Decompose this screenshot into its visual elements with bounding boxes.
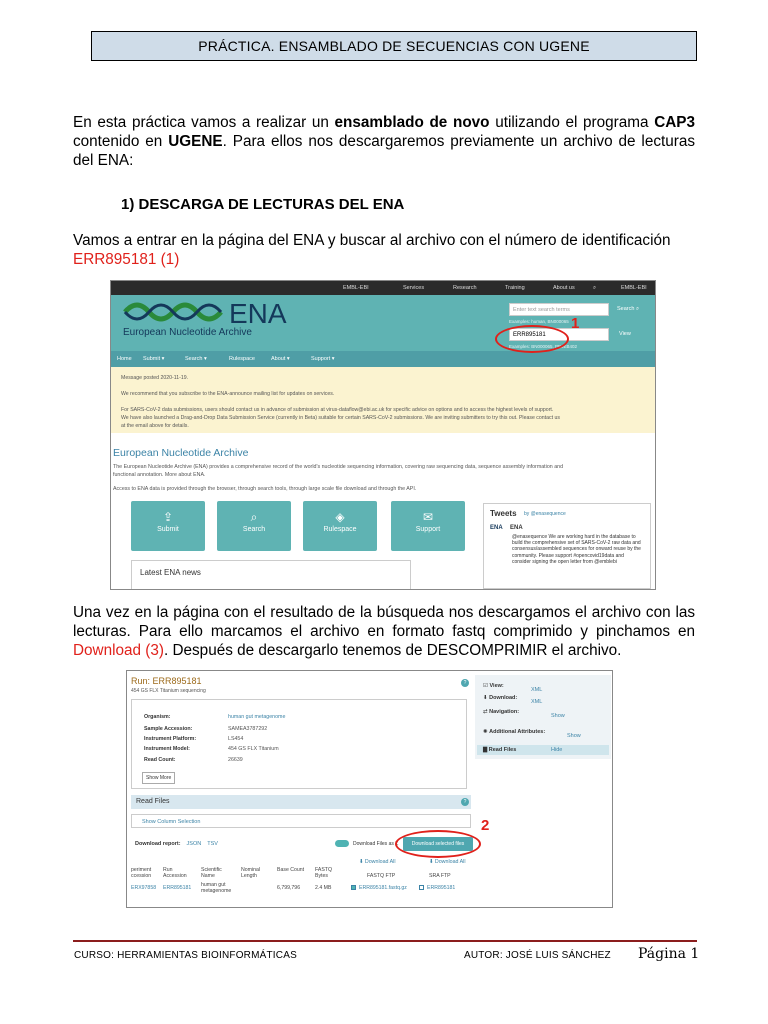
tweets-by-link[interactable]: by @enasequence <box>524 511 566 517</box>
paragraph-ena-search: Vamos a entrar en la página del ENA y buscar al archivo con el número de identificación ERR895181 (1) <box>73 232 671 268</box>
toggle-label: Download Files as Z <box>353 841 399 847</box>
folder-icon: ▇ <box>483 747 489 753</box>
column-header: Scientific Name <box>201 867 222 879</box>
notice-line: Message posted 2020-11-19. <box>121 375 189 381</box>
topbar-item[interactable]: Training <box>505 285 525 291</box>
topbar-item[interactable]: EMBL-EBI <box>343 285 369 291</box>
ena-dna-logo-icon <box>123 300 227 324</box>
support-tile[interactable]: ✉ Support <box>391 501 465 551</box>
mail-icon: ✉ <box>422 510 434 524</box>
nav-item[interactable]: Search ▾ <box>185 356 207 362</box>
upload-icon: ⇪ <box>162 510 174 524</box>
ena-section-heading: European Nucleotide Archive <box>113 447 249 459</box>
run-sidebar <box>475 675 611 759</box>
tweet-author: ENA <box>510 525 523 531</box>
tweets-title: Tweets <box>490 509 517 518</box>
notice-line: For SARS-CoV-2 data submissions, users should contact us in advance of submission at virus-dataflow@ebi.ac.uk for specific advice on options and to access the highest levels of support. <box>121 407 554 413</box>
search-examples: Examples: human, BN000065 <box>509 319 569 324</box>
base-count: 6,799,796 <box>277 885 301 891</box>
section-heading: 1) DESCARGA DE LECTURAS DEL ENA <box>121 196 405 213</box>
field-value: 454 GS FLX Titanium <box>228 746 279 752</box>
annotation-ellipse <box>495 325 569 353</box>
field-value: SAMEA3787292 <box>228 726 268 732</box>
paragraph-download: Una vez en la página con el resultado de la búsqueda nos descargamos el archivo con las lecturas. Para ello marcamos el archivo en formato fastq comprimido y pinchamos en Download (3). Después de descargarlo tenemos de DESCOMPRIMIR el archivo. <box>73 604 695 659</box>
topbar-item[interactable]: Services <box>403 285 425 291</box>
annotation-ellipse <box>395 830 481 858</box>
ena-nav <box>111 351 655 367</box>
field-label: Instrument Model: <box>144 746 190 752</box>
navigation-icon: ⇄ <box>483 709 490 715</box>
eye-icon: ☑ <box>483 683 490 689</box>
column-header: SRA FTP <box>429 873 451 879</box>
field-label: Sample Accession: <box>144 726 193 732</box>
tweets-widget <box>483 503 651 589</box>
footer-author: AUTOR: JOSÉ LUIS SÁNCHEZ <box>464 950 611 961</box>
nav-item[interactable]: Rulespace <box>229 356 255 362</box>
submit-tile[interactable]: ⇪ Submit <box>131 501 205 551</box>
run-subtitle: 454 GS FLX Titanium sequencing <box>131 688 206 694</box>
sra-ftp-cell[interactable]: ERR895181 <box>419 885 455 891</box>
help-icon[interactable]: ? <box>461 679 469 687</box>
column-header: FASTQ Bytes <box>315 867 333 879</box>
run-page-screenshot <box>126 670 613 908</box>
nav-item[interactable]: Support ▾ <box>311 356 335 362</box>
field-label: Organism: <box>144 714 171 720</box>
checkbox-icon[interactable] <box>419 885 424 890</box>
download-zip-toggle[interactable] <box>335 840 349 847</box>
view-button[interactable]: View <box>619 331 631 337</box>
notice-line: at the email above for details. <box>121 423 189 429</box>
ena-logo-subtitle: European Nucleotide Archive <box>123 327 252 338</box>
footer-course: CURSO: HERRAMIENTAS BIOINFORMÁTICAS <box>74 950 297 961</box>
topbar-item[interactable]: About us <box>553 285 575 291</box>
sidebar-link[interactable]: XML <box>531 699 543 705</box>
column-header: Run Accession <box>163 867 187 879</box>
notice-line: We have also launched a Drag-and-Drop Data Submission Service (currently in Beta) suitable for certain SARS-CoV-2 submissions. We are inviting submitters to try this out. Please contact us <box>121 415 560 421</box>
read-files-header: Read Files <box>131 795 471 809</box>
search-tile[interactable]: ⌕ Search <box>217 501 291 551</box>
sidebar-item: ✺ Additional Attributes: <box>483 729 546 735</box>
sidebar-item: ⬇ Download: <box>483 695 518 701</box>
sidebar-link[interactable]: Show <box>567 733 581 739</box>
json-link[interactable]: JSON <box>186 841 202 847</box>
scientific-name: human gut metagenome <box>201 882 232 894</box>
fastq-bytes: 2.4 MB <box>315 885 332 891</box>
column-header: periment ccession <box>131 867 152 879</box>
annotation-number: 2 <box>481 817 490 834</box>
search-button[interactable]: Search ⌕ <box>617 306 640 312</box>
fastq-ftp-cell[interactable]: ERR895181.fastq.gz <box>351 885 407 891</box>
run-info-box <box>131 699 467 789</box>
field-value: 26639 <box>228 757 243 763</box>
field-label: Instrument Platform: <box>144 736 197 742</box>
intro-paragraph: En esta práctica vamos a realizar un ensamblado de novo utilizando el programa CAP3 contenido en UGENE. Para ellos nos descargaremos previamente un archivo de lecturas del ENA: <box>73 114 695 169</box>
download-selected-files-button[interactable]: Download selected files <box>403 837 473 851</box>
run-accession[interactable]: ERR895181 <box>163 885 192 891</box>
sidebar-link[interactable]: XML <box>531 687 543 693</box>
sidebar-link[interactable]: Hide <box>551 747 563 753</box>
annotation-number: 1 <box>571 315 580 332</box>
download-icon: ⬇ <box>483 695 490 701</box>
footer-rule <box>73 940 697 942</box>
field-label: Read Count: <box>144 757 176 763</box>
tweet-text: @enasequence We are working hard in the database to build the comprehensive set of SARS-CoV-2 raw data and consensus/assembled sequences for onward reuse by the community. Please support #opencovid19data and consider signing the open letter from @emblebi <box>512 534 641 565</box>
sidebar-item: ▇ Read Files <box>483 747 517 753</box>
run-title: Run: ERR895181 <box>131 676 202 686</box>
rulespace-tile[interactable]: ◈ Rulespace <box>303 501 377 551</box>
search-icon: ⌕ <box>250 510 258 524</box>
nav-item[interactable]: Home <box>117 356 132 362</box>
notice-line: We recommend that you subscribe to the ENA-announce mailing list for updates on services. <box>121 391 335 397</box>
ebi-topbar <box>111 281 655 295</box>
gear-icon: ✺ <box>483 729 490 735</box>
column-header: Nominal Length <box>241 867 261 879</box>
experiment-accession[interactable]: ERX97858 <box>131 885 157 891</box>
footer-page-number: Página 1 <box>638 946 700 962</box>
text-search-input[interactable]: Enter text search terms <box>509 303 609 316</box>
column-header: Base Count <box>277 867 305 873</box>
latest-news-box: Latest ENA news <box>131 560 411 590</box>
show-more-button[interactable]: Show More <box>142 772 175 784</box>
topbar-item[interactable]: EMBL-EBI <box>621 285 647 291</box>
download-all-fastq-link[interactable]: ⬇ Download All <box>359 859 396 865</box>
nav-item[interactable]: Submit ▾ <box>143 356 165 362</box>
ena-homepage-screenshot <box>110 280 656 590</box>
page-title: PRÁCTICA. ENSAMBLADO DE SECUENCIAS CON UGENE <box>91 31 697 61</box>
column-header: FASTQ FTP <box>367 873 396 879</box>
ena-description: functional annotation. More about ENA. <box>113 472 206 478</box>
sidebar-item: ☑ View: <box>483 683 504 689</box>
notice-banner <box>111 367 655 433</box>
nav-item[interactable]: About ▾ <box>271 356 290 362</box>
field-value[interactable]: human gut metagenome <box>228 714 286 720</box>
download-report: Download report: JSON TSV <box>135 841 218 847</box>
sidebar-link[interactable]: Show <box>551 713 565 719</box>
column-selection-toggle[interactable]: Show Column Selection <box>131 814 471 828</box>
search-icon[interactable]: ⌕ <box>593 285 597 291</box>
download-all-sra-link[interactable]: ⬇ Download All <box>429 859 466 865</box>
field-value: LS454 <box>228 736 244 742</box>
ena-avatar: ENA <box>490 525 503 531</box>
tsv-link[interactable]: TSV <box>207 841 218 847</box>
topbar-item[interactable]: Research <box>453 285 477 291</box>
checkbox-checked-icon[interactable] <box>351 885 356 890</box>
help-icon[interactable]: ? <box>461 798 469 806</box>
tag-icon: ◈ <box>335 510 345 524</box>
sidebar-item: ⇄ Navigation: <box>483 709 520 715</box>
ena-logo-text: ENA <box>229 298 287 329</box>
ena-description: The European Nucleotide Archive (ENA) provides a comprehensive record of the world's nucleotide sequencing information, covering raw sequencing data, sequence assembly information and <box>113 464 564 470</box>
view-accession-input[interactable]: ERR895181 <box>509 328 609 341</box>
view-examples: Examples: BN000065, PRJEB402 <box>509 344 578 349</box>
ena-access-text: Access to ENA data is provided through the browser, through search tools, through large scale file download and through the API. <box>113 486 417 492</box>
